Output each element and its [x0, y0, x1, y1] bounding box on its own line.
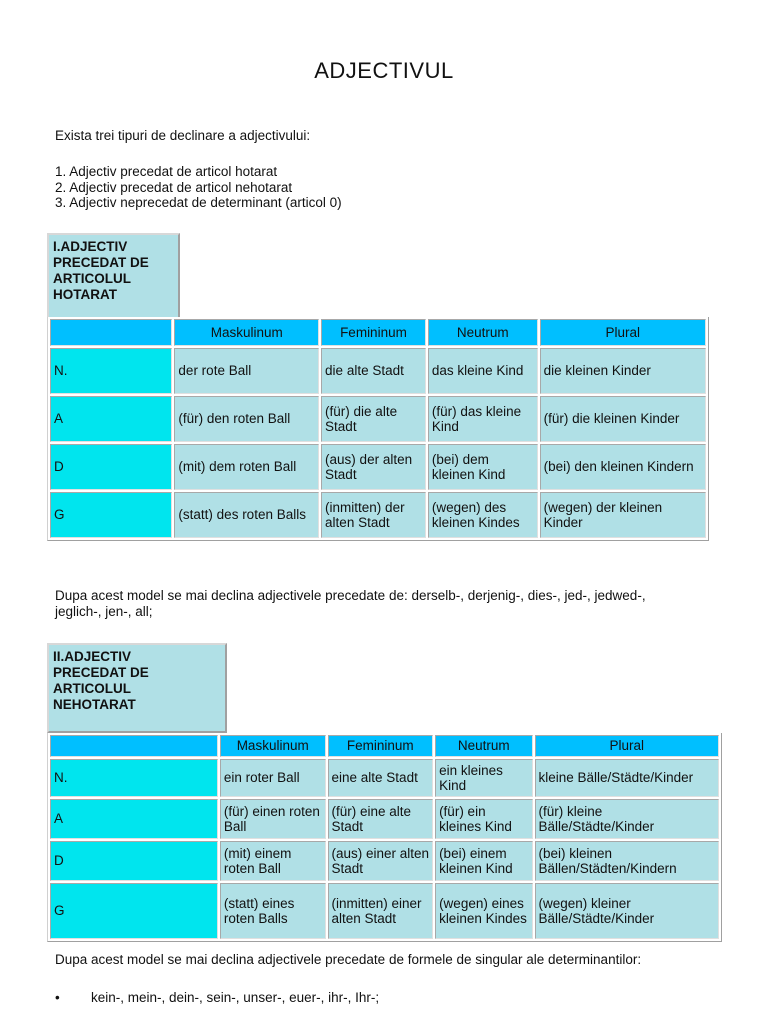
table-row — [50, 841, 719, 881]
page-title: ADJECTIVUL — [314, 58, 454, 83]
table-row — [50, 348, 706, 394]
column-header-neutrum: Neutrum — [435, 735, 532, 757]
case-cell: D — [50, 841, 218, 881]
case-cell: N. — [50, 348, 172, 394]
table-cell: (wegen) kleiner Bälle/Städte/Kinder — [535, 883, 719, 939]
table-row — [50, 444, 706, 490]
table-cell: (wegen) eines kleinen Kindes — [435, 883, 532, 939]
intro-text: Exista trei tipuri de declinare a adjectivului: — [55, 128, 311, 143]
table-row — [50, 883, 719, 939]
section2-table — [47, 733, 722, 942]
table-cell: (bei) einem kleinen Kind — [435, 841, 532, 881]
table-row — [50, 799, 719, 839]
table-cell: (für) die kleinen Kinder — [540, 396, 706, 442]
table-header-row — [50, 735, 719, 757]
table-cell: (für) einen roten Ball — [220, 799, 326, 839]
table-cell: ein roter Ball — [220, 759, 326, 797]
column-header-maskulinum: Maskulinum — [220, 735, 326, 757]
bullet-icon: • — [55, 990, 60, 1005]
declension-type-item: 2. Adjectiv precedat de articol nehotarat — [55, 179, 293, 195]
table-cell: der rote Ball — [174, 348, 319, 394]
table-cell: (für) die alte Stadt — [321, 396, 426, 442]
case-cell: D — [50, 444, 172, 490]
table-cell: (für) kleine Bälle/Städte/Kinder — [535, 799, 719, 839]
list-item-text: kein-, mein-, dein-, sein-, unser-, euer-, ihr-, Ihr-; — [91, 990, 380, 1005]
table-row — [50, 492, 706, 538]
table-cell: (für) ein kleines Kind — [435, 799, 532, 839]
table-cell: (für) den roten Ball — [174, 396, 319, 442]
table-cell: (statt) eines roten Balls — [220, 883, 326, 939]
declension-type-item: 3. Adjectiv neprecedat de determinant (articol 0) — [55, 195, 342, 210]
table-cell: (mit) einem roten Ball — [220, 841, 326, 881]
determinants-list — [55, 990, 379, 1006]
table-row — [50, 396, 706, 442]
section1-header: I.ADJECTIV PRECEDAT DE ARTICOLUL HOTARAT — [47, 233, 180, 320]
column-header-femininum: Femininum — [321, 319, 426, 346]
table-cell: die kleinen Kinder — [540, 348, 706, 394]
column-header-femininum: Femininum — [328, 735, 434, 757]
table-cell: (für) das kleine Kind — [428, 396, 538, 442]
table-cell: die alte Stadt — [321, 348, 426, 394]
column-header-empty — [50, 319, 172, 346]
table-cell: (bei) kleinen Bällen/Städten/Kindern — [535, 841, 719, 881]
table-cell: (bei) dem kleinen Kind — [428, 444, 538, 490]
table-cell: (wegen) des kleinen Kindes — [428, 492, 538, 538]
section1-note: Dupa acest model se mai declina adjectivele precedate de: derselb-, derjenig-, dies-, jed-, jedwed-, jeglich-, jen-, all; — [55, 588, 646, 619]
section2-note: Dupa acest model se mai declina adjectivele precedate de formele de singular ale determinantilor: — [55, 952, 642, 967]
table-cell: eine alte Stadt — [328, 759, 434, 797]
column-header-plural: Plural — [540, 319, 706, 346]
table-cell: (aus) einer alten Stadt — [328, 841, 434, 881]
declension-type-item: 1. Adjectiv precedat de articol hotarat — [55, 164, 278, 179]
column-header-neutrum: Neutrum — [428, 319, 538, 346]
section1-table — [47, 317, 709, 541]
table-cell: (wegen) der kleinen Kinder — [540, 492, 706, 538]
section2-header: II.ADJECTIV PRECEDAT DE ARTICOLUL NEHOTARAT — [47, 643, 227, 733]
table-cell: (statt) des roten Balls — [174, 492, 319, 538]
table-cell: (bei) den kleinen Kindern — [540, 444, 706, 490]
table-cell: (aus) der alten Stadt — [321, 444, 426, 490]
table-cell: (für) eine alte Stadt — [328, 799, 434, 839]
table-header-row — [50, 319, 706, 346]
column-header-empty — [50, 735, 218, 757]
declension-types-list — [55, 164, 342, 211]
case-cell: A — [50, 799, 218, 839]
column-header-plural: Plural — [535, 735, 719, 757]
case-cell: A — [50, 396, 172, 442]
case-cell: G — [50, 883, 218, 939]
table-cell: (inmitten) der alten Stadt — [321, 492, 426, 538]
table-cell: kleine Bälle/Städte/Kinder — [535, 759, 719, 797]
column-header-maskulinum: Maskulinum — [174, 319, 319, 346]
case-cell: N. — [50, 759, 218, 797]
table-row — [50, 759, 719, 797]
list-item — [55, 990, 379, 1006]
case-cell: G — [50, 492, 172, 538]
table-cell: (mit) dem roten Ball — [174, 444, 319, 490]
table-cell: (inmitten) einer alten Stadt — [328, 883, 434, 939]
table-cell: das kleine Kind — [428, 348, 538, 394]
table-cell: ein kleines Kind — [435, 759, 532, 797]
